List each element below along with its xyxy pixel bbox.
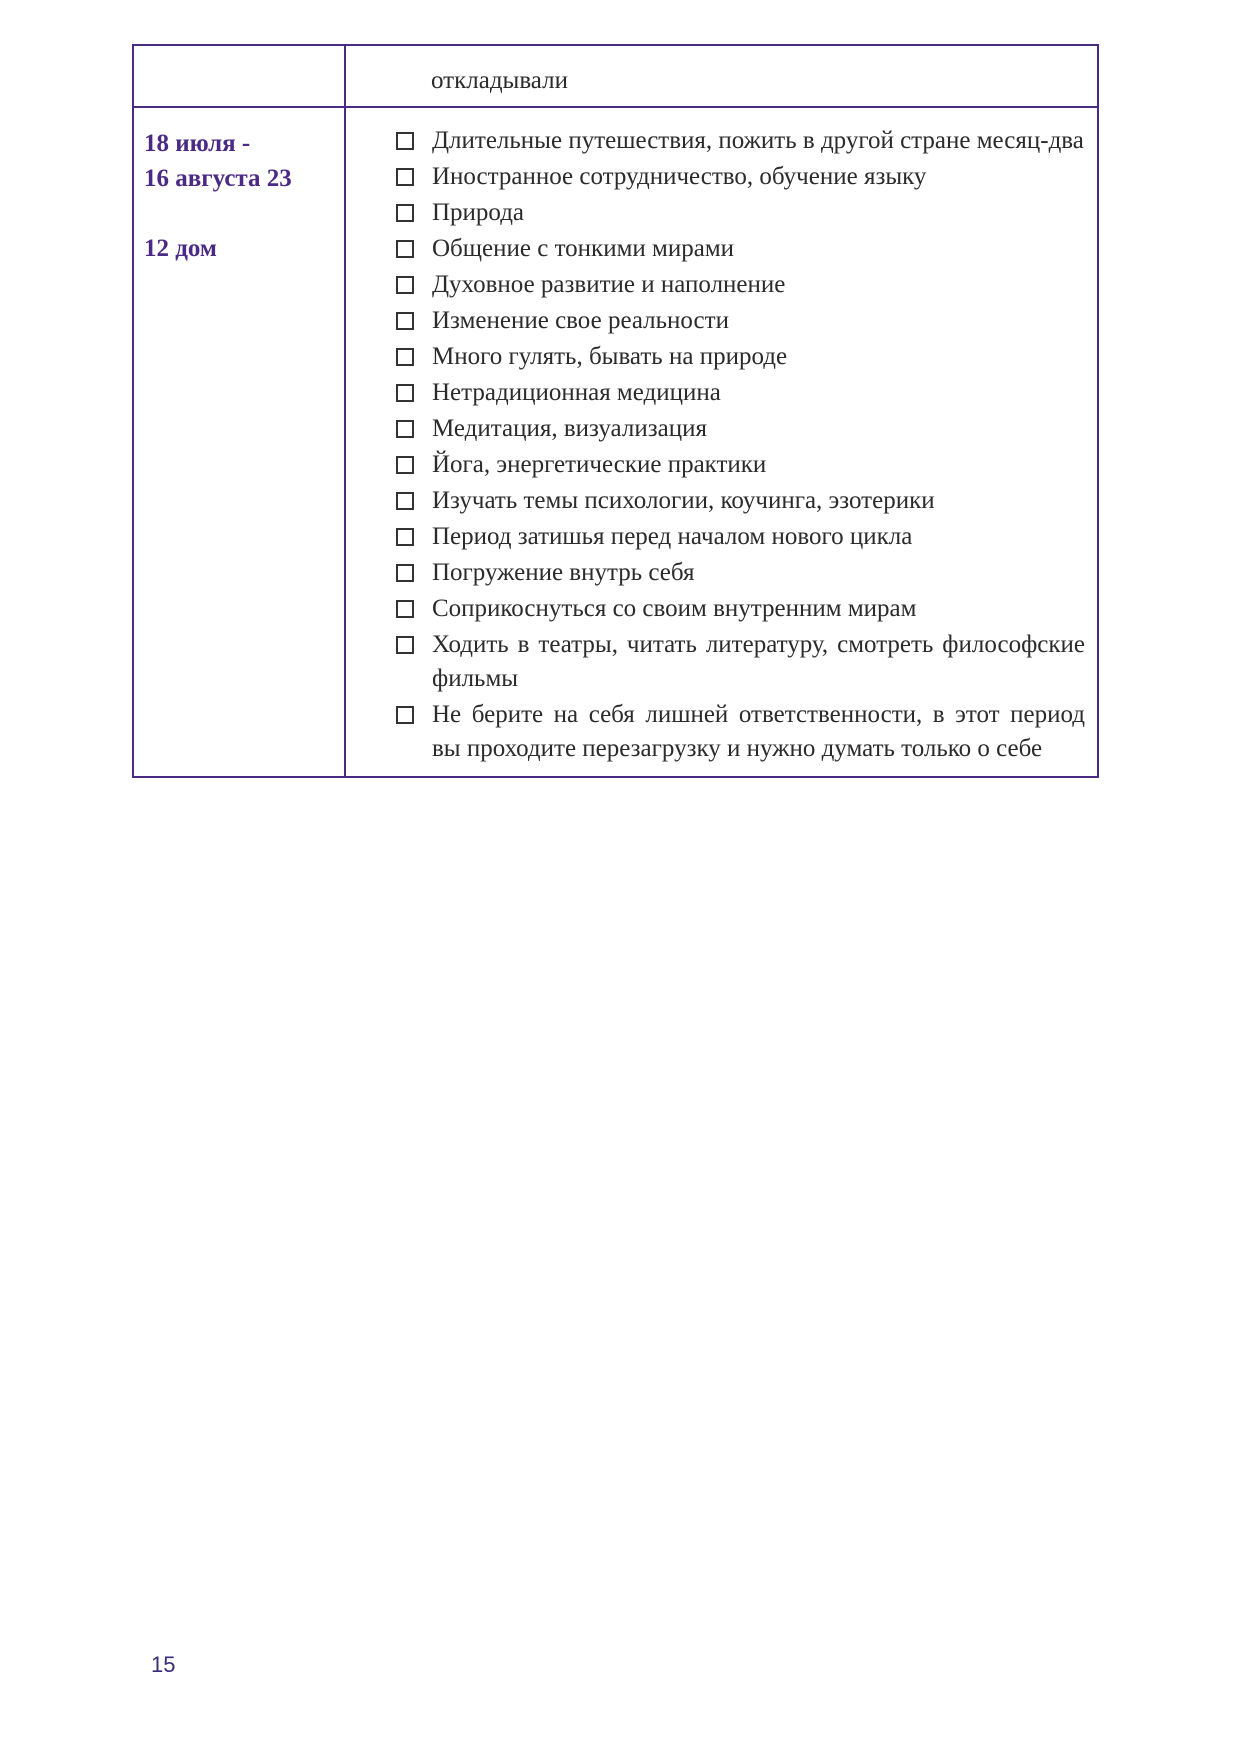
checklist-item <box>396 628 1085 696</box>
checkbox-icon[interactable] <box>396 348 414 366</box>
page-number: 15 <box>151 1652 176 1677</box>
checklist-item-label: Йога, энергетические практики <box>432 451 767 478</box>
checkbox-icon[interactable] <box>396 204 414 222</box>
checklist-item <box>396 592 1085 626</box>
checklist-item-label: Погружение внутрь себя <box>432 559 695 586</box>
checklist-item <box>396 160 1085 194</box>
period-row <box>133 107 1098 777</box>
date-end: 16 августа 23 <box>144 165 292 192</box>
checkbox-icon[interactable] <box>396 706 414 724</box>
continuation-date-cell <box>133 45 345 107</box>
checklist-item-label: Медитация, визуализация <box>432 415 707 442</box>
checkbox-icon[interactable] <box>396 492 414 510</box>
checklist-item-label: Общение с тонкими мирами <box>432 235 735 262</box>
period-date-cell <box>133 107 345 777</box>
checklist-item <box>396 232 1085 266</box>
checklist-item <box>396 376 1085 410</box>
checklist-item-label: Природа <box>432 199 525 226</box>
checklist-item-label: Период затишья перед началом нового цикла <box>432 523 913 550</box>
checkbox-icon[interactable] <box>396 384 414 402</box>
checklist-item <box>396 268 1085 302</box>
checklist-item-label: Нетрадиционная медицина <box>432 379 721 406</box>
checkbox-icon[interactable] <box>396 168 414 186</box>
checklist-item <box>396 196 1085 230</box>
checkbox-icon[interactable] <box>396 528 414 546</box>
schedule-table <box>132 44 1099 778</box>
checklist-item <box>396 698 1085 766</box>
period-items-cell <box>345 107 1098 777</box>
checkbox-icon[interactable] <box>396 456 414 474</box>
checklist-item <box>396 484 1085 518</box>
checklist-item <box>396 304 1085 338</box>
house-label: 12 дом <box>144 235 217 262</box>
checklist-item <box>396 340 1085 374</box>
checklist-item-label: Длительные путешествия, пожить в другой стране месяц-два <box>432 127 1084 154</box>
checklist-item-label: Духовное развитие и наполнение <box>432 271 786 298</box>
checkbox-icon[interactable] <box>396 312 414 330</box>
checkbox-icon[interactable] <box>396 240 414 258</box>
checkbox-icon[interactable] <box>396 132 414 150</box>
continuation-text: откладывали <box>431 67 568 94</box>
checkbox-icon[interactable] <box>396 564 414 582</box>
checklist-item <box>396 124 1085 158</box>
continuation-text-cell <box>345 45 1098 107</box>
checkbox-icon[interactable] <box>396 276 414 294</box>
checklist-item <box>396 520 1085 554</box>
checklist-item <box>396 448 1085 482</box>
checklist-item <box>396 556 1085 590</box>
date-start: 18 июля - <box>144 130 251 157</box>
checklist-item-label: Иностранное сотрудничество, обучение языку <box>432 163 927 190</box>
checklist-item-label: Изучать темы психологии, коучинга, эзотерики <box>432 487 935 514</box>
checklist-item-label: Изменение свое реальности <box>432 307 729 334</box>
checklist-item <box>396 412 1085 446</box>
checkbox-icon[interactable] <box>396 636 414 654</box>
checklist-item-label: Много гулять, бывать на природе <box>432 343 788 370</box>
checklist-item-label: Ходить в театры, читать литературу, смотреть философские фильмы <box>432 631 1085 692</box>
checklist-item-label: Соприкоснуться со своим внутренним мирам <box>432 595 917 622</box>
checkbox-icon[interactable] <box>396 420 414 438</box>
checklist-item-label: Не берите на себя лишней ответственности, в этот период вы проходите перезагрузку и нужно думать только о себе <box>432 701 1085 762</box>
checkbox-icon[interactable] <box>396 600 414 618</box>
checklist <box>346 108 1097 776</box>
continuation-row <box>133 45 1098 107</box>
